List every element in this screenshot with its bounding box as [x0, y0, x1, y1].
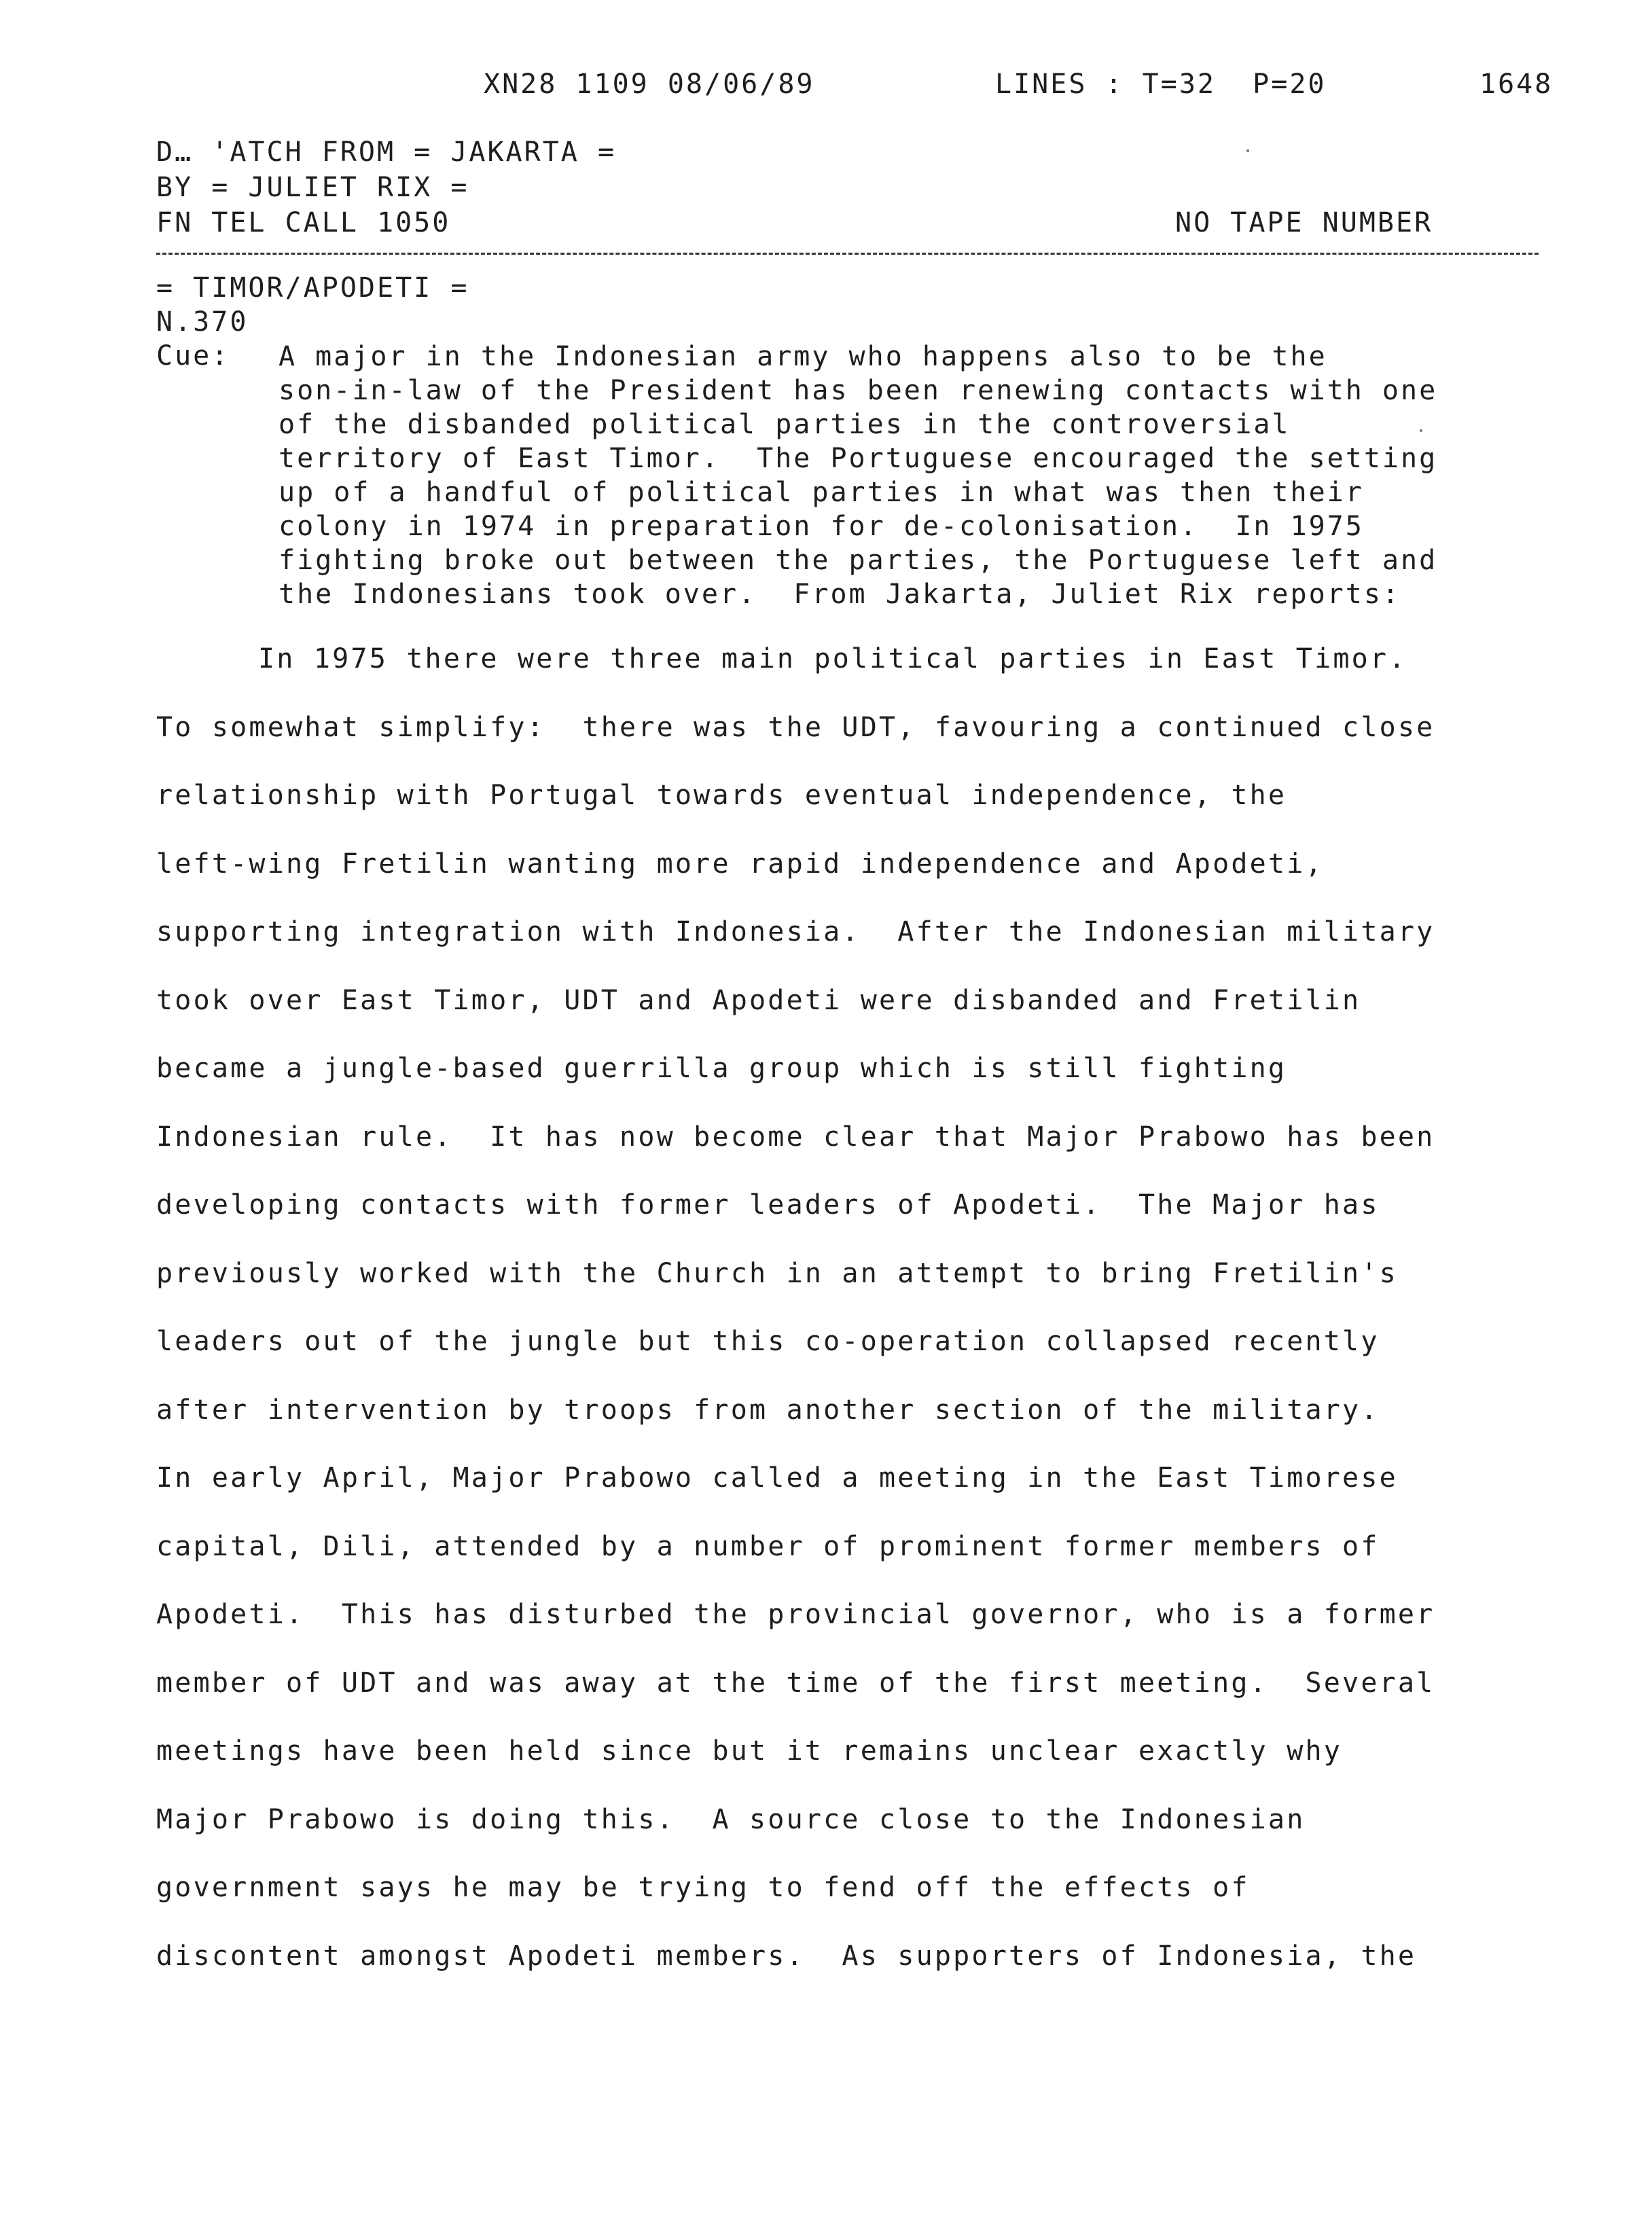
story-slug: = TIMOR/APODETI =	[156, 272, 469, 304]
body-line: To somewhat simplify: there was the UDT, favouring a continued close	[156, 711, 1435, 743]
cue-line: territory of East Timor. The Portuguese encouraged the setting	[279, 443, 1438, 474]
dispatch-from: D… 'ATCH FROM = JAKARTA =	[156, 137, 617, 168]
body-line: discontent amongst Apodeti members. As supporters of Indonesia, the	[156, 1940, 1417, 1972]
stray-mark	[1246, 149, 1249, 152]
cue-line: the Indonesians took over. From Jakarta, Juliet Rix reports:	[279, 579, 1401, 610]
dispatch-by: BY = JULIET RIX =	[156, 172, 469, 203]
cue-line: fighting broke out between the parties, the Portuguese left and	[279, 545, 1438, 576]
story-body	[156, 643, 1583, 2008]
cue-line: colony in 1974 in preparation for de-colonisation. In 1975	[279, 511, 1364, 542]
body-line: became a jungle-based guerrilla group which is still fighting	[156, 1053, 1287, 1084]
cue-line: up of a handful of political parties in what was then their	[279, 477, 1364, 508]
cue-line: of the disbanded political parties in the controversial	[279, 409, 1291, 440]
body-line: took over East Timor, UDT and Apodeti were disbanded and Fretilin	[156, 984, 1361, 1016]
line-count: LINES : T=32 P=20	[995, 69, 1327, 100]
body-line: Major Prabowo is doing this. A source close to the Indonesian	[156, 1803, 1306, 1835]
body-line: In early April, Major Prabowo called a meeting in the East Timorese	[156, 1462, 1398, 1494]
cue-line: A major in the Indonesian army who happens also to be the	[279, 341, 1327, 372]
body-line: government says he may be trying to fend off the effects of	[156, 1872, 1250, 1903]
body-line: left-wing Fretilin wanting more rapid independence and Apodeti,	[156, 848, 1324, 880]
body-line: meetings have been held since but it remains unclear exactly why	[156, 1735, 1343, 1767]
tape-number: NO TAPE NUMBER	[1175, 207, 1433, 238]
cue-paragraph	[279, 340, 1569, 611]
body-line: capital, Dili, attended by a number of prominent former members of	[156, 1530, 1380, 1562]
body-line: supporting integration with Indonesia. After the Indonesian military	[156, 916, 1435, 947]
body-line: developing contacts with former leaders of Apodeti. The Major has	[156, 1189, 1380, 1221]
tel-call: FN TEL CALL 1050	[156, 207, 451, 238]
body-line: after intervention by troops from another section of the military.	[156, 1394, 1380, 1426]
body-line: In 1975 there were three main political parties in East Timor.	[258, 643, 1407, 674]
body-line: previously worked with the Church in an attempt to bring Fretilin's	[156, 1257, 1398, 1289]
body-line: Indonesian rule. It has now become clear that Major Prabowo has been	[156, 1121, 1435, 1153]
page-code: 1648	[1479, 69, 1554, 100]
body-line: leaders out of the jungle but this co-operation collapsed recently	[156, 1326, 1380, 1357]
body-line: Apodeti. This has disturbed the provincial governor, who is a former	[156, 1599, 1435, 1630]
body-line: member of UDT and was away at the time of the first meeting. Several	[156, 1667, 1435, 1699]
story-number: N.370	[156, 306, 249, 338]
dashed-separator	[156, 253, 1539, 255]
cue-label: Cue:	[156, 340, 230, 372]
cue-line: son-in-law of the President has been renewing contacts with one	[279, 375, 1438, 406]
wire-reference: XN28 1109 08/06/89	[484, 69, 815, 100]
body-line: relationship with Portugal towards eventual independence, the	[156, 780, 1287, 811]
